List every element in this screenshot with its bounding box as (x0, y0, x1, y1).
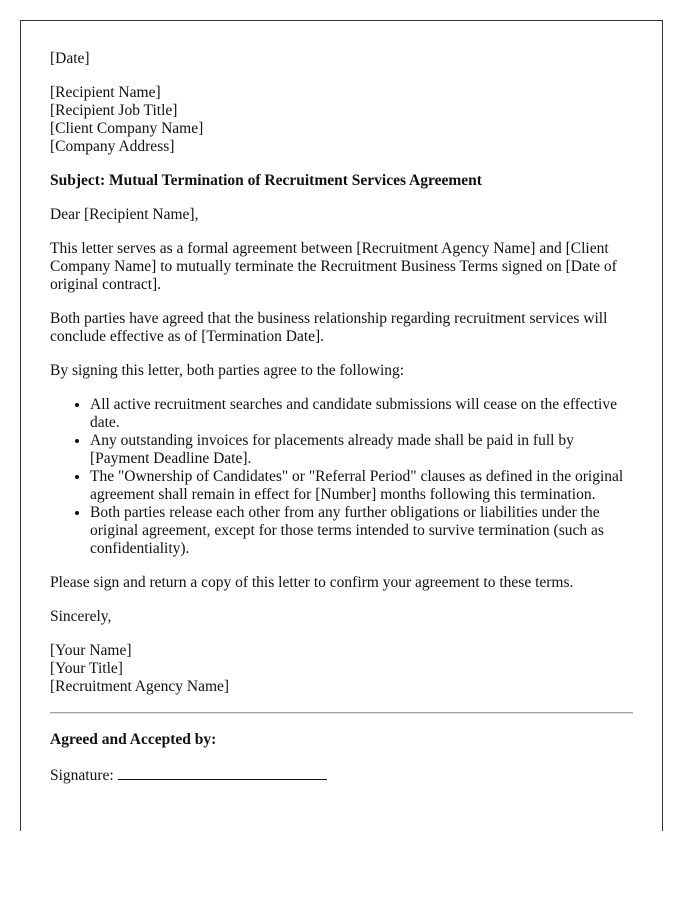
sender-agency: [Recruitment Agency Name] (50, 678, 230, 695)
recipient-address: [Company Address] (50, 138, 175, 155)
recipient-block (50, 84, 633, 156)
recipient-company: [Client Company Name] (50, 120, 204, 137)
recipient-job-title: [Recipient Job Title] (50, 102, 178, 119)
subject-line: Subject: Mutual Termination of Recruitment Services Agreement (50, 172, 482, 189)
closing-request: Please sign and return a copy of this letter to confirm your agreement to these terms. (50, 574, 574, 591)
acceptance-heading: Agreed and Accepted by: (50, 731, 217, 748)
terms-list-item: • Both parties release each other from any further obligations or liabilities under the original agreement, except for those terms intended to survive termination (such as confidentiality). (90, 504, 633, 558)
body-paragraph-intro: This letter serves as a formal agreement between [Recruitment Agency Name] and [Client Company Name] to mutually terminate the Recruitment Business Terms signed on [Date of original contract]. (50, 240, 617, 293)
sender-title: [Your Title] (50, 660, 123, 677)
body-paragraph-terms-lead: By signing this letter, both parties agree to the following: (50, 362, 405, 379)
letter-page (20, 20, 663, 831)
salutation: Dear [Recipient Name], (50, 206, 199, 223)
body-paragraph-effective-date: Both parties have agreed that the business relationship regarding recruitment services will conclude effective as of [Termination Date]. (50, 310, 608, 345)
signature-row (50, 765, 633, 785)
recipient-name: [Recipient Name] (50, 84, 161, 101)
signature-label: Signature: (50, 767, 114, 784)
terms-list-item: • The "Ownership of Candidates" or "Referral Period" clauses as defined in the original agreement shall remain in effect for [Number] months following this termination. (90, 468, 633, 504)
signature-line[interactable] (118, 765, 327, 780)
terms-list (50, 396, 633, 558)
sender-name: [Your Name] (50, 642, 132, 659)
closing: Sincerely, (50, 608, 112, 625)
sender-block (50, 642, 633, 696)
terms-list-item: • All active recruitment searches and candidate submissions will cease on the effective date. (90, 396, 633, 432)
section-divider (50, 712, 633, 714)
terms-list-item: • Any outstanding invoices for placements already made shall be paid in full by [Payment Deadline Date]. (90, 432, 633, 468)
letter-date: [Date] (50, 50, 90, 67)
